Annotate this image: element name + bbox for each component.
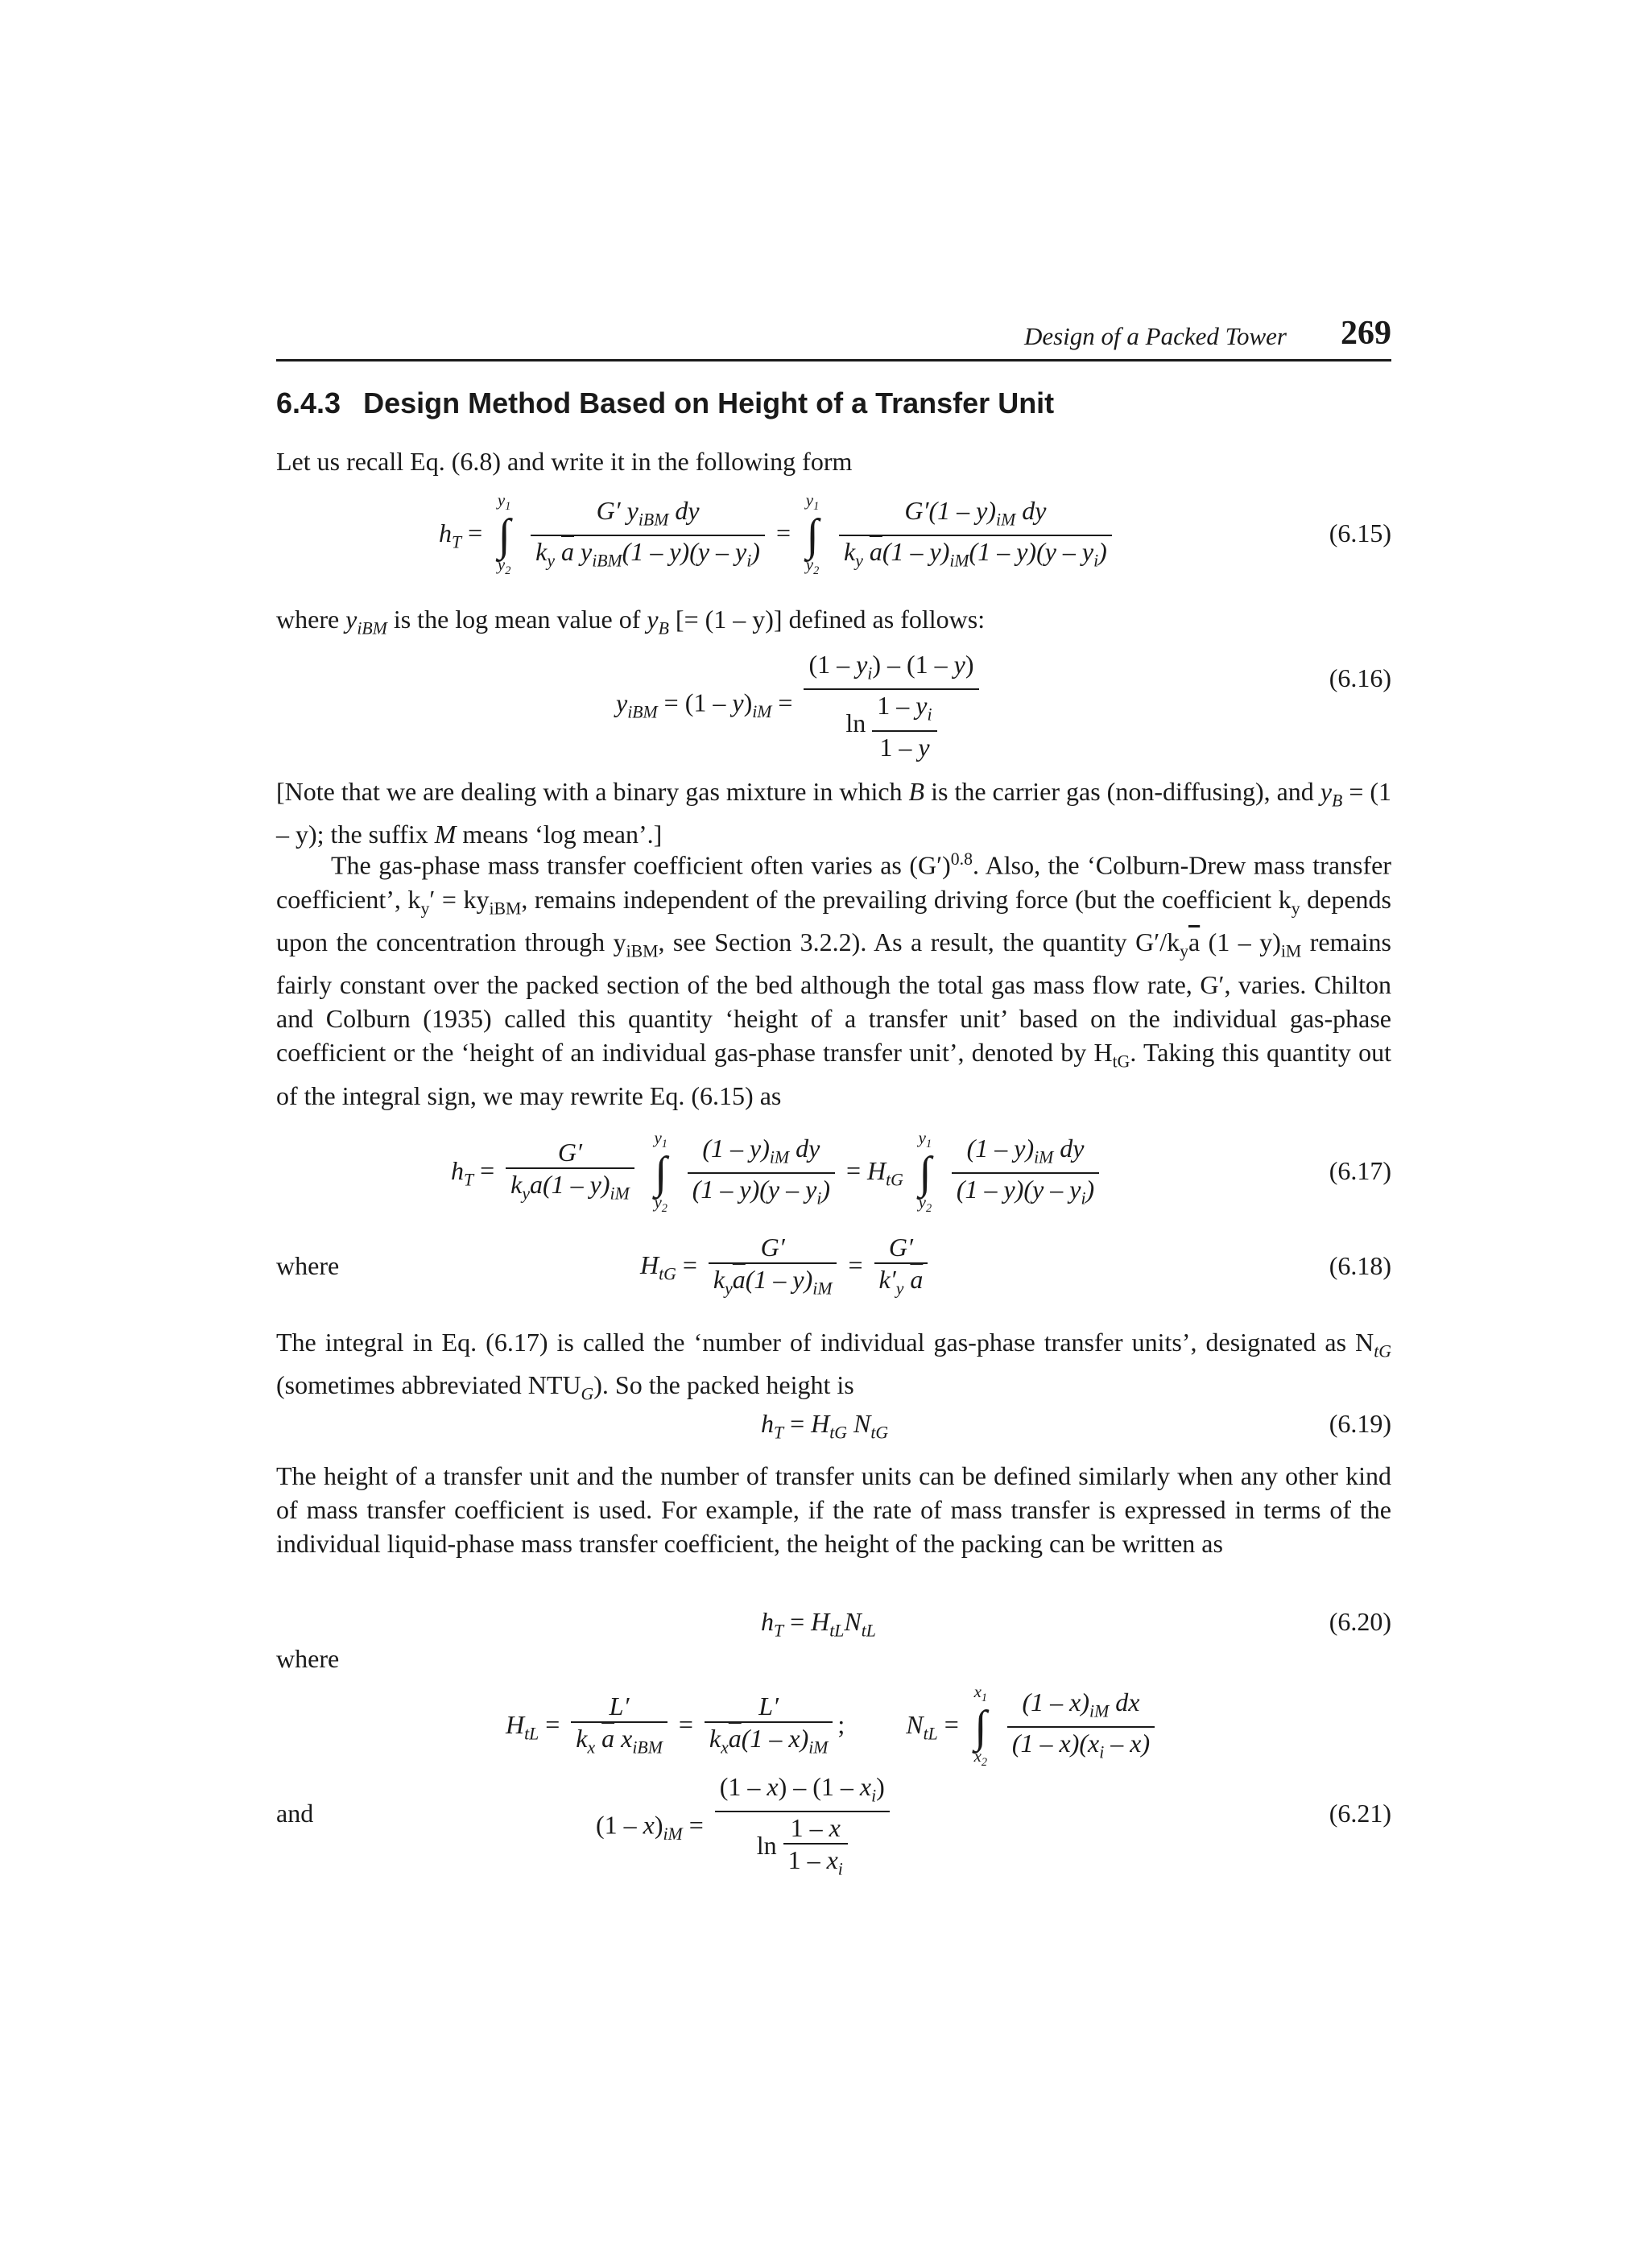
label-where-2: where bbox=[276, 1644, 340, 1673]
equation-number-6-20: (6.20) bbox=[1329, 1607, 1391, 1636]
running-title: Design of a Packed Tower bbox=[1023, 322, 1287, 350]
section-title: Design Method Based on Height of a Transfer Unit bbox=[363, 386, 1055, 419]
label-where-1: where bbox=[276, 1251, 340, 1280]
equation-number-6-17: (6.17) bbox=[1329, 1156, 1391, 1185]
paragraph-colburn-drew: The gas-phase mass transfer coefficient often varies as $(G')^{0.8}$. Also, the ‘Colburn-Drew mass transfer coefficient’, $k_y' = ky_{iBM}$, remains independent of the prevailing driving force (but the coefficient $k_y$ depends upon the concentration through $y_{iBM}$, see Section 3.2.2). As a result, the quantity $G'/k_y\overline{a}$ $(1 - y)_{iM}$ remains fairly constant over the packed section of the bed although the total gas mass flow rate, G′, varies. Chilton and Colburn (1935) called this quantity ‘height of a transfer unit’ based on the individual gas-phase coefficient or the ‘height of an individual gas-phase transfer unit’, denoted by $H_{tG}$. Taking this quantity out of the integral sign, we may rewrite Eq. (6.15) as bbox=[276, 849, 1392, 1110]
equation-6-20: $h_T = H_{tL}N_{tL}$ bbox=[761, 1607, 876, 1641]
equation-number-6-19: (6.19) bbox=[1329, 1409, 1391, 1438]
equation-number-6-21: (6.21) bbox=[1329, 1799, 1391, 1828]
label-and: and bbox=[276, 1799, 314, 1828]
paragraph-liquid-phase: The height of a transfer unit and the number of transfer units can be defined similarly when any other kind of mass transfer coefficient is used. For example, if the rate of mass transfer is expressed in terms of the individual liquid-phase mass transfer coefficient, the height of the packing can be written as bbox=[276, 1461, 1391, 1558]
equation-6-21-htl-ntl: $H_{tL}$ = $\frac{L'}{k_x \overline{a} x_{iBM}}$ = $\frac{L'}{k_x\overline{a}(1 - x)_{iM}}$ ; $N_{tL}$ = $x_1$ ∫ $x_2$ $\frac{(1 - x)_{iM} dx}{(1 - x)(x_i - x)}$ bbox=[506, 1683, 1159, 1771]
equation-6-17: $h_T$ = $\frac{G'}{k_ya(1 - y)_{iM}}$ $y_1$ ∫ $y_2$ $\frac{(1 - y)_{iM} dy}{(1 - y)(y - y_i)}$ = $H_{tG}$ $y_1$ ∫ $y_2$ $\frac{(1 - y)_{iM} dy}{(1 - y)(y - y_i)}$ bbox=[451, 1129, 1104, 1217]
equation-6-18: $H_{tG}$ = $\frac{G'}{k_y\overline{a}(1 - y)_{iM}}$ = $\frac{G'}{k'_y \overline{a}}$ bbox=[640, 1232, 932, 1303]
equation-number-6-15: (6.15) bbox=[1329, 518, 1391, 547]
paragraph-ntu: The integral in Eq. (6.17) is called the ‘number of individual gas-phase transfer units’, designated as $N_{tG}$ (sometimes abbreviated $NTU_G$). So the packed height is bbox=[276, 1328, 1391, 1404]
equation-6-15: $h_T$ = $y_1$ ∫ $y_2$ $\frac{G' y_{iBM} dy}{k_y \overline{a} y_{iBM}(1 - y)(y - y_i)}$ = $y_1$ ∫ $y_2$ $\frac{G'(1 - y)_{iM} dy}{k_y \overline{a}(1 - y)_{iM}(1 - y)(y - y_i)}$ bbox=[439, 491, 1117, 580]
paragraph-note: [Note that we are dealing with a binary gas mixture in which B is the carrier gas (non-diffusing), and $y_B = (1 - y)$; the suffix M means ‘log mean’.] bbox=[276, 777, 1392, 849]
paragraph-log-mean: where $y_{iBM}$ is the log mean value of $y_B$ [= (1 – y)] defined as follows: bbox=[276, 605, 986, 638]
page-header bbox=[276, 317, 1391, 362]
section-heading bbox=[276, 386, 1054, 420]
equation-number-6-16: (6.16) bbox=[1329, 663, 1391, 692]
equation-6-19: $h_T = H_{tG}$ $N_{tG}$ bbox=[761, 1409, 889, 1443]
equation-6-16: $y_{iBM} = (1 - y)_{iM}$ = $(1 - y_i) - (1 - y)$ ln $\frac{1 - y_i}{1 - y}$ bbox=[616, 649, 984, 762]
paragraph-recall: Let us recall Eq. (6.8) and write it in the following form bbox=[276, 447, 853, 476]
section-number: 6.4.3 bbox=[276, 386, 341, 419]
equation-6-21-log-mean-x: $(1 - x)_{iM}$ = $(1 - x) - (1 - x_i)$ ln $\frac{1 - x}{1 - x_i}$ bbox=[596, 1771, 895, 1885]
page-number: 269 bbox=[1341, 315, 1391, 352]
equation-number-6-18: (6.18) bbox=[1329, 1251, 1391, 1280]
header-rule bbox=[276, 359, 1391, 361]
